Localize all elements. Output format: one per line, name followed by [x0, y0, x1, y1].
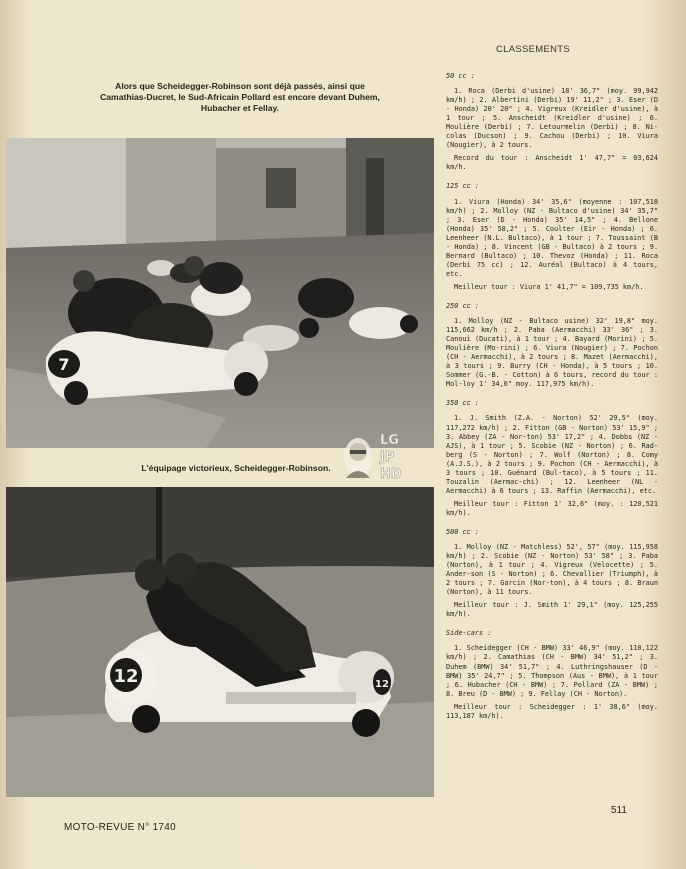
section-record-text: Meilleur tour : Viura 1' 41,7" = 109,735 km/h.: [454, 282, 644, 291]
section-record-text: Meilleur tour : J. Smith 1' 29,1" (moy. 125,255 km/h).: [446, 601, 658, 619]
section-heading: 50 cc :: [446, 72, 475, 80]
magazine-issue: MOTO-REVUE N° 1740: [64, 822, 177, 833]
section-header: CLASSEMENTS: [496, 44, 571, 55]
results-section-125cc: [446, 182, 658, 292]
watermark-logo: [340, 428, 410, 488]
section-heading: 250 cc :: [446, 301, 479, 310]
results-section-50cc: [446, 72, 658, 172]
watermark-text-1: LG: [380, 433, 399, 448]
results-section-350cc: [446, 399, 658, 518]
section-results-text: 1. Viura (Honda) 34' 35,6" (moyenne : 107,518 km/h) ; 2. Molloy (NZ - Bultaco d'usine) 34' 35,7" ; 3. Eser (D - Honda) 35' 14,5" ; 4. Bellone (Honda) 35' 58,2" ; 5. Coulter (Eir - Honda) ; 6. Leenheer (N.L. Bultaco), à 1 tour ; 7. Toussaint (B - Honda) ; 8. Vincent (GB - Bultaco) à 2 tours ; 9. Bernard (Bultaco) ; 10. Thevoz (Honda) ; 11. Roca (Derbi 75 cc) ; 12. Auréal (Bultaco) à 4 tours, etc.: [446, 197, 658, 278]
page-number: 511: [611, 805, 627, 816]
race-photo-bottom-image: [6, 487, 434, 797]
section-heading: 500 cc :: [446, 527, 479, 536]
results-section-sidecars: [446, 629, 658, 720]
section-results-text: 1. Roca (Derbi d'usine) 18' 36,7" (moy. 99,942 km/h) ; 2. Albertini (Derbi) 19' 11,2" ; 3. Eser (D - Honda) 20' 20" ; 4. Vigreux (Kreidler d'usine), à 1 tour ; 5. Anscheidt (Kreidler d'usine) ; 6. Moulière (Derbi) ; 7. Letourmelin (Derbi) ; 8. Ni-colas (Ducson) ; 9. Cachou (Derbi) ; 10. Viura (Nougier), à 2 tours.: [446, 87, 658, 150]
section-record-text: Record du tour : Anscheidt 1' 47,7" = 03,624 km/h.: [446, 154, 658, 172]
section-record-text: Meilleur tour : Fitton 1' 32,6" (moy. : 120,521 km/h).: [446, 499, 658, 517]
race-photo-bottom: [6, 487, 434, 797]
section-heading: Side-cars :: [446, 629, 492, 638]
section-results-text: 1. J. Smith (Z.A. - Norton) 52' 29,5" (moy. 117,272 km/h) ; 2. Fitton (GB - Norton) 53' 15,9" ; 3. Abbey (ZA - Nor-ton) 53' 17,2" ; 4. Dobbs (NZ - AJS), à 1 tour ; 5. Scobie (NZ - Norton) ; 6. Rad-berg (S - Norton) ; 7. Wolf (Norton) ; 8. Comy (A.J.S.), à 2 tours ; 9. Pochon (CH - Aermacchi), à 3 tours ; 10. Guénard (Bul-taco), à 5 tours ; 11. Touzalin (Aermac-chi) ; 12. Leenheer (NL - Aermacchi) à 6 tours ; 13. Raffin (Aermacchi), etc.: [446, 414, 658, 495]
section-results-text: 1. Molloy (NZ - Bultaco usine) 32' 19,8" moy. 115,662 km/h ; 2. Paba (Aermacchi) 33' 36" ; 3. Canoui (Ducati), à 1 tour ; 4. Bayard (Morini) ; 5. Moulière (Mo-rini) ; 6. Viura (Nougier) ; 7. Pochon (CH - Aermacchi), à 2 tours ; 8. Mazet (Aermacchi), à 3 tours ; 9. Burry (CH - Honda), à 5 tours ; 10. Sommer (G.-B. - Cotton) à 6 tours, record du tour : Mol-loy 1' 34,6" moy. 117,975 km/h).: [446, 317, 658, 389]
section-record-text: Meilleur tour : Scheidegger : 1' 38,6" (moy. 113,187 km/h).: [446, 702, 658, 720]
photo-caption-middle: L'équipage victorieux, Scheidegger-Robinson.: [141, 463, 331, 473]
section-heading: 125 cc :: [446, 182, 479, 191]
watermark-text-2: JP: [380, 450, 395, 465]
sidecar-number-top: 7: [58, 355, 70, 374]
section-results-text: 1. Scheidegger (CH - BMW) 33' 46,9" (moy. 110,122 km/h) ; 2. Camathias (CH - BMW) 34' 51,2" ; 3. Duhem (BMW) 34' 51,7" ; 4. Luthringshauser (D - BMW) 35' 24,7" ; 5. Thompson (Aus - BMW), à 1 tour ; 6. Hubacher (CH - BMW) ; 7. Pollard (ZA - BMW) ; 8. Breu (D - BMW) ; 9. Fellay (CH - Norton).: [446, 644, 658, 698]
photo-caption-top: Alors que Scheidegger-Robinson sont déjà passés, ainsi que Camathias-Ducret, le Sud-Africain Pollard est encore devant Duhem, Hubacher et Fellay.: [100, 81, 380, 113]
results-section-250cc: [446, 302, 658, 389]
watermark-text-3: HD: [380, 467, 402, 482]
section-results-text: 1. Molloy (NZ - Matchless) 52', 57" (moy. 115,958 km/h) ; 2. Scobie (NZ - Norton) 53' 58" ; 3. Paba (Norton), à 1 tour ; 4. Vigreux (Velocette) ; 5. Ander-son (S - Norton) ; 6. Chevallier (Triumph), à 2 tours ; 7. Garcin (Nor-ton), à 4 tours ; 8. Braun (Norton), à 11 tours.: [446, 543, 658, 597]
sidecar-side-number: 12: [375, 679, 389, 690]
results-section-500cc: [446, 528, 658, 619]
results-column: [446, 72, 658, 731]
watermark-logo-image: [340, 428, 410, 488]
race-photo-top: [6, 138, 434, 448]
sidecar-number-bottom: 12: [113, 666, 139, 687]
race-photo-top-image: [6, 138, 434, 448]
section-heading: 350 cc :: [446, 399, 479, 408]
